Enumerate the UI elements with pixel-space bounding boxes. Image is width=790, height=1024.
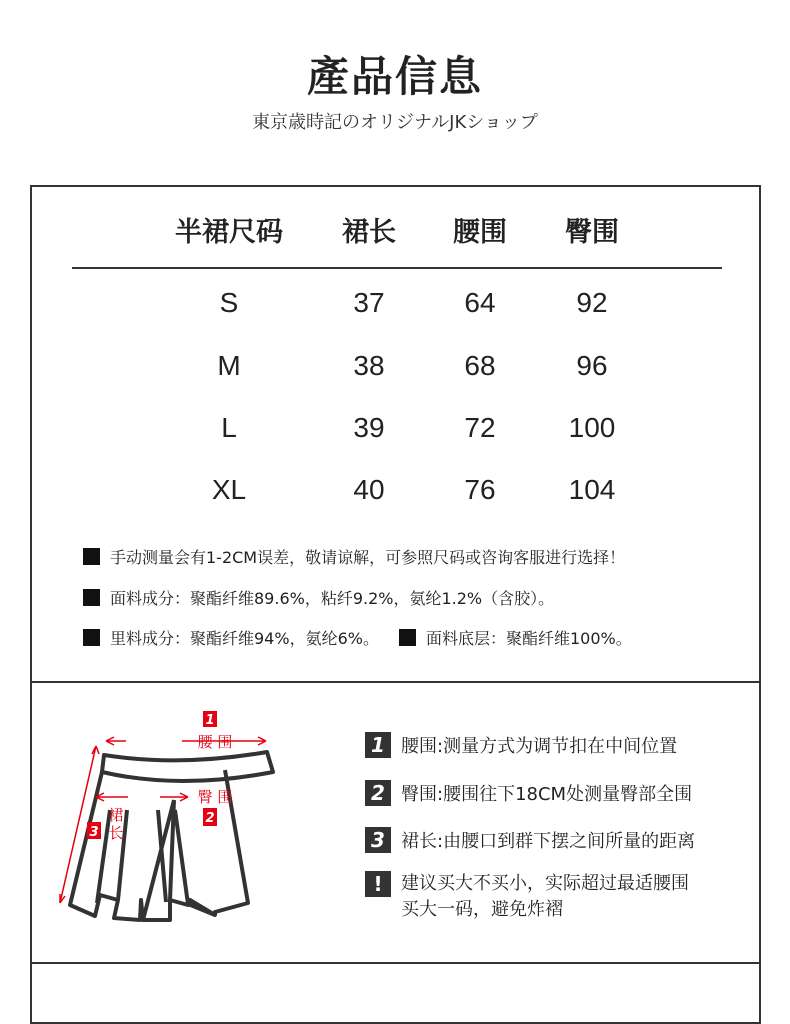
table-cell: 104: [568, 474, 616, 505]
legend-length: [365, 827, 695, 853]
note-text: 手动测量会有1-2CM误差，敬请谅解，可参照尺码或咨询客服进行选择！: [110, 548, 626, 567]
note-fabric: [83, 586, 554, 609]
badge-3-icon: 3: [365, 827, 391, 853]
legend-waist: [365, 732, 677, 758]
legend-text: 买大一码，避免炸褶: [401, 899, 563, 920]
legend-text: 臀围:腰围往下18CM处测量臀部全围: [401, 784, 693, 805]
length-label: 裙: [108, 806, 124, 824]
note-text: 里料成分：聚酯纤维94%，氨纶6%。: [110, 629, 379, 648]
header-divider: [72, 267, 722, 269]
badge-1-icon: 1: [365, 732, 391, 758]
column-header-length: 裙长: [342, 217, 396, 248]
table-cell: 64: [464, 287, 496, 318]
table-cell: 37: [353, 287, 385, 318]
waistband: [102, 752, 273, 781]
column-header-waist: 腰围: [453, 217, 507, 248]
bullet-square-icon: [83, 589, 100, 606]
note-lining: [83, 626, 632, 649]
table-cell: 38: [353, 350, 385, 381]
table-cell: 39: [353, 412, 385, 443]
table-cell: 72: [464, 412, 496, 443]
page-title: 產品信息: [306, 52, 483, 101]
legend-text: 建议买大不买小，实际超过最适腰围: [401, 873, 689, 894]
note-text: 面料成分：聚酯纤维89.6%，粘纤9.2%，氨纶1.2%（含胶）。: [110, 589, 555, 608]
bullet-square-icon: [399, 629, 416, 646]
next-panel: [30, 962, 761, 1024]
exclamation-icon: !: [365, 871, 391, 897]
bullet-square-icon: [83, 629, 100, 646]
table-cell: 76: [464, 474, 496, 505]
table-cell: S: [219, 287, 239, 318]
legend-advice: [365, 871, 689, 923]
legend-text: 裙长:由腰口到群下摆之间所量的距离: [401, 831, 696, 852]
length-label: 长: [108, 824, 124, 842]
table-cell: 40: [353, 474, 385, 505]
skirt-diagram: [0, 690, 340, 940]
table-cell: 96: [576, 350, 608, 381]
page-subtitle: 東京歳時記のオリジナルJKショップ: [252, 112, 538, 133]
table-cell: 92: [576, 287, 608, 318]
note-text: 面料底层：聚酯纤维100%。: [425, 629, 632, 648]
table-cell: 68: [464, 350, 496, 381]
table-cell: 100: [568, 412, 616, 443]
column-header-size: 半裙尺码: [175, 217, 283, 248]
note-measurement: [83, 545, 625, 568]
badge-2-icon: 2: [365, 780, 391, 806]
table-cell: M: [217, 350, 241, 381]
waist-label: 腰 围: [197, 733, 233, 751]
column-header-hip: 臀围: [565, 217, 619, 248]
legend-text: 腰围:测量方式为调节扣在中间位置: [401, 736, 678, 757]
badge-2-text: 2: [205, 811, 215, 826]
legend-hip: [365, 780, 692, 806]
table-cell: L: [221, 412, 237, 443]
bullet-square-icon: [83, 548, 100, 565]
table-cell: XL: [211, 474, 247, 505]
badge-3-text: 3: [89, 825, 99, 840]
hip-label: 臀 围: [197, 788, 233, 806]
badge-1-text: 1: [205, 713, 215, 728]
